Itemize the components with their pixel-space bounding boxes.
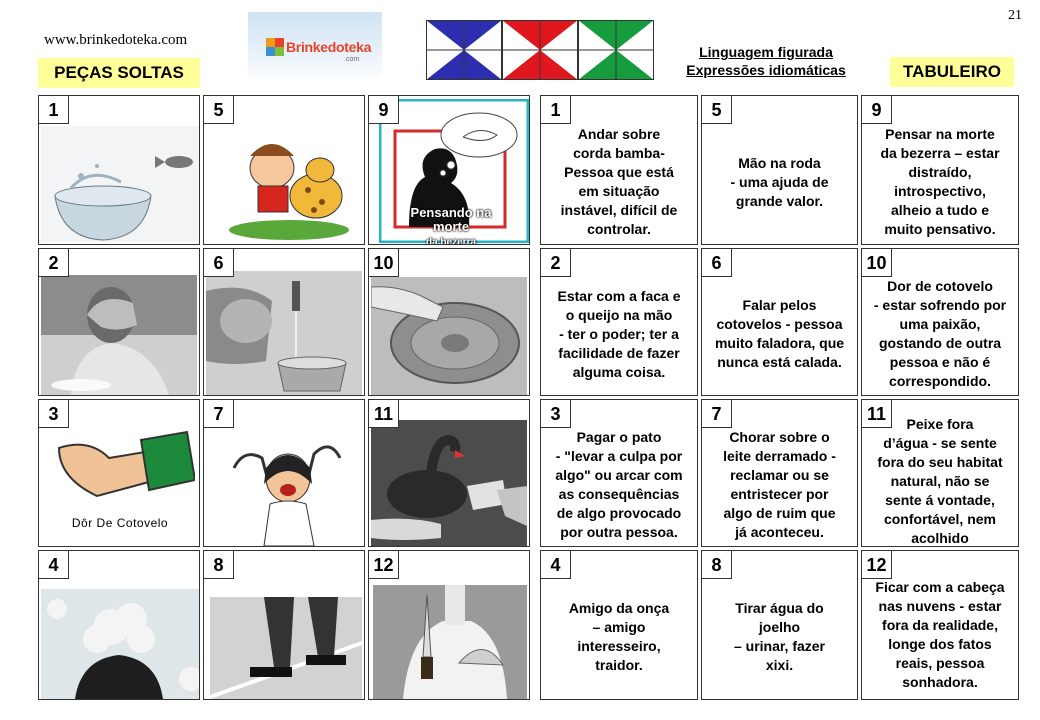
card-text: Chorar sobre o leite derramado - reclamar ou se entristecer por algo de ruim que já aconteceu. [723, 429, 836, 540]
brinkedoteka-logo [248, 12, 382, 82]
title-line-2: Expressões idiomáticas [686, 62, 846, 78]
site-url: www.brinkedoteka.com [44, 32, 188, 48]
board-card[interactable] [861, 248, 1019, 396]
card-text: Ficar com a cabeça nas nuvens - estar fora da realidade, longe dos fatos reais, pessoa sonhadora. [875, 579, 1005, 690]
logo-dotcom: .com [344, 56, 360, 63]
board-card[interactable] [540, 399, 698, 547]
elbow-picture [49, 418, 195, 514]
card-number: 9 [369, 96, 399, 124]
caption-line-1: Pensando na morte [410, 205, 492, 234]
board-card[interactable] [701, 550, 858, 700]
board-card[interactable] [701, 95, 858, 245]
card-number: 5 [204, 96, 234, 124]
board-card[interactable] [540, 248, 698, 396]
card-number: 6 [702, 249, 732, 277]
card-text: Pagar o pato - "levar a culpa por algo" ou arcar com as consequências de algo provocado por outra pessoa. [555, 429, 683, 540]
legend-block [502, 20, 578, 80]
card-number: 6 [204, 249, 234, 277]
shouting-girl-picture [214, 428, 360, 546]
picture-card[interactable] [38, 95, 200, 245]
card-number: 2 [39, 249, 69, 277]
color-legend [426, 20, 654, 80]
duck-money-picture [371, 420, 527, 546]
picture-card[interactable] [38, 248, 200, 396]
card-number: 7 [204, 400, 234, 428]
card-text: Dor de cotovelo - estar sofrendo por uma paixão, gostando de outra pessoa e não é correspondido. [873, 278, 1007, 389]
picture-caption: Dôr De Cotovelo [71, 516, 169, 530]
logo-mark-icon [266, 38, 284, 56]
picture-card[interactable] [368, 248, 530, 396]
fish-bowl-picture [41, 126, 199, 242]
boy-jaguar-picture [224, 126, 354, 242]
card-text: Falar pelos cotovelos - pessoa muito faladora, que nunca está calada. [714, 297, 845, 370]
card-number: 3 [541, 400, 571, 428]
man-holding-head-picture [41, 275, 197, 395]
picture-card[interactable] [368, 399, 530, 547]
board-card[interactable] [861, 95, 1019, 245]
picture-card[interactable] [368, 95, 530, 245]
card-text: Tirar água do joelho – urinar, fazer xixi. [733, 600, 826, 673]
picture-card[interactable] [38, 399, 200, 547]
board-card[interactable] [540, 550, 698, 700]
page-number: 21 [1008, 8, 1022, 23]
card-number: 11 [369, 400, 399, 428]
picture-card[interactable] [203, 248, 365, 396]
page-title [660, 43, 872, 79]
legend-block [426, 20, 502, 80]
card-text: Amigo da onça – amigo interesseiro, traidor. [568, 600, 670, 673]
card-number: 10 [862, 249, 892, 277]
picture-card[interactable] [203, 550, 365, 700]
card-text: Estar com a faca e o queijo na mão - ter o poder; ter a facilidade de fazer alguma coisa. [557, 287, 681, 380]
card-number: 7 [702, 400, 732, 428]
caption-line-2: da bezerra [425, 237, 477, 245]
board-card[interactable] [861, 399, 1019, 547]
title-line-1: Linguagem figurada [699, 44, 833, 60]
legend-block [578, 20, 654, 80]
picture-card[interactable] [203, 399, 365, 547]
board-card[interactable] [861, 550, 1019, 700]
card-text: Pensar na morte da bezerra – estar distraído, introspectivo, alheio a tudo e muito pensativo. [880, 126, 1000, 237]
board-card[interactable] [701, 399, 858, 547]
legs-on-line-picture [210, 597, 362, 699]
tabuleiro-label: TABULEIRO [890, 57, 1014, 87]
pecas-soltas-label: PEÇAS SOLTAS [38, 58, 200, 88]
card-number: 2 [541, 249, 571, 277]
card-number: 11 [862, 400, 892, 428]
card-text: Mão na roda - uma ajuda de grande valor. [730, 154, 829, 209]
card-number: 4 [541, 551, 571, 579]
picture-card[interactable] [203, 95, 365, 245]
card-number: 4 [39, 551, 69, 579]
card-text: Andar sobre corda bamba- Pessoa que está em situação instável, difícil de controlar. [560, 126, 678, 237]
card-number: 9 [862, 96, 892, 124]
card-number: 12 [862, 551, 892, 579]
card-number: 10 [369, 249, 399, 277]
logo-word: Brinkedoteka [286, 39, 372, 55]
card-number: 8 [702, 551, 732, 579]
picture-card[interactable] [368, 550, 530, 700]
picture-caption [391, 206, 511, 245]
knife-cheese-picture [373, 585, 527, 699]
board-card[interactable] [540, 95, 698, 245]
card-number: 8 [204, 551, 234, 579]
card-number: 3 [39, 400, 69, 428]
card-number: 12 [369, 551, 399, 579]
wheel-rim-picture [371, 277, 527, 395]
picture-card[interactable] [38, 550, 200, 700]
card-text: Peixe fora d’água - se sente fora do seu habitat natural, não se sente á vontade, confortável, nem acolhido [877, 415, 1003, 546]
card-number: 1 [39, 96, 69, 124]
head-in-clouds-picture [41, 589, 199, 699]
knee-water-picture [206, 271, 362, 395]
card-number: 5 [702, 96, 732, 124]
card-number: 1 [541, 96, 571, 124]
board-card[interactable] [701, 248, 858, 396]
